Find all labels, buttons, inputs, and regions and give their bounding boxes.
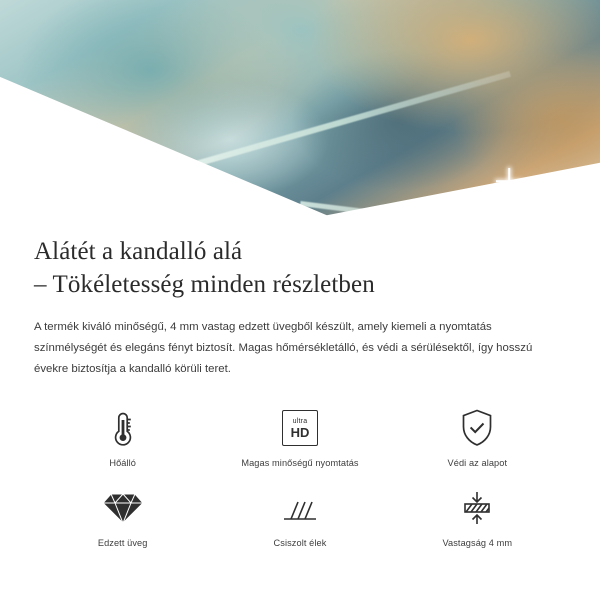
feature-grid <box>34 406 566 548</box>
feature-label: Magas minőségű nyomtatás <box>241 458 359 468</box>
feature-label: Hőálló <box>109 458 136 468</box>
diamond-icon <box>102 486 144 530</box>
page-title-line-1: Alátét a kandalló alá <box>34 238 243 265</box>
feature-label: Edzett üveg <box>97 538 148 548</box>
feature-item-protects-surface <box>389 406 566 468</box>
ultra-hd-icon <box>282 406 318 450</box>
feature-item-print-quality <box>211 406 388 468</box>
feature-item-tempered-glass <box>34 486 211 548</box>
hero-product-image <box>0 0 600 218</box>
content-area <box>0 235 600 548</box>
thermometer-icon <box>108 406 138 450</box>
thickness-icon <box>457 486 497 530</box>
polished-edges-icon <box>280 486 320 530</box>
feature-label: Csiszolt élek <box>273 538 327 548</box>
feature-label: Vastagság 4 mm <box>442 538 513 548</box>
ultra-hd-badge-bottom: HD <box>290 424 310 440</box>
shield-check-icon <box>458 406 496 450</box>
ultra-hd-badge-top: ultra <box>292 417 308 425</box>
product-description-text: A termék kiváló minőségű, 4 mm vastag edzett üvegből készült, amely kiemeli a nyomtatás színmélységét és elegáns fényt biztosít. Magas hőmérsékletálló, és védi a sérülésektől, így hosszú évekre biztosítja a kandalló körüli teret. <box>34 321 533 375</box>
page-title-line-2: – Tökéletesség minden részletben <box>34 271 375 298</box>
feature-label: Védi az alapot <box>447 458 508 468</box>
feature-item-thickness <box>389 486 566 548</box>
feature-item-heat-resistant <box>34 406 211 468</box>
page-title <box>34 235 566 301</box>
feature-item-polished-edges <box>211 486 388 548</box>
